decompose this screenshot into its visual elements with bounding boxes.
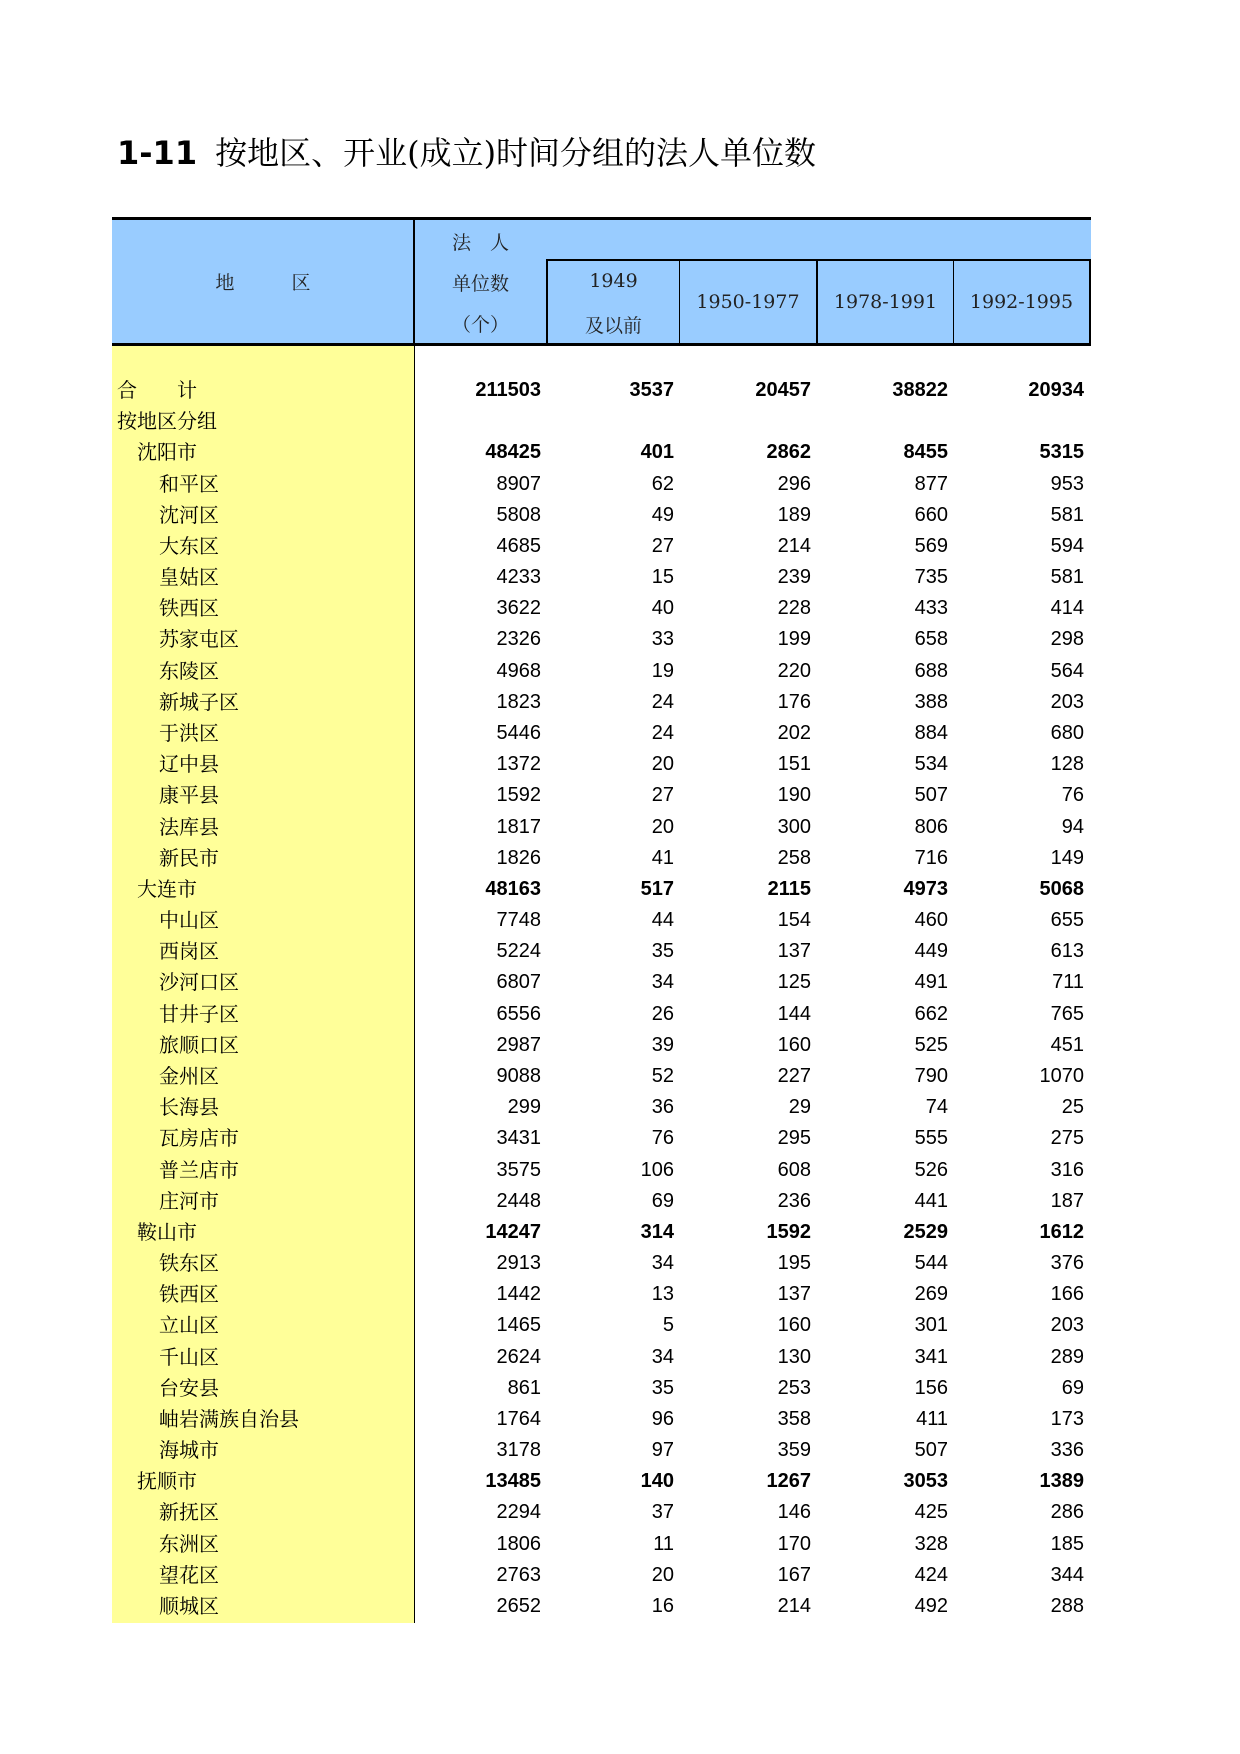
region-name: 台安县 bbox=[159, 1375, 219, 1400]
value-cell: 156 bbox=[914, 1376, 948, 1399]
table-row bbox=[112, 812, 1091, 843]
value-cell: 20934 bbox=[1028, 379, 1084, 401]
value-cell: 608 bbox=[777, 1158, 811, 1181]
region-name: 皇姑区 bbox=[159, 565, 219, 590]
value-cell: 1817 bbox=[496, 815, 541, 838]
value-cell: 35 bbox=[651, 940, 674, 963]
value-cell: 441 bbox=[914, 1189, 948, 1212]
value-cell: 2624 bbox=[496, 1345, 541, 1368]
region-name: 法库县 bbox=[159, 814, 219, 839]
value-cell: 790 bbox=[914, 1064, 948, 1087]
value-cell: 44 bbox=[651, 909, 674, 932]
value-cell: 1823 bbox=[496, 690, 541, 713]
value-cell: 39 bbox=[651, 1033, 674, 1056]
value-cell: 300 bbox=[777, 815, 811, 838]
value-cell: 534 bbox=[914, 753, 948, 776]
value-cell: 3053 bbox=[903, 1470, 948, 1493]
region-name: 海城市 bbox=[159, 1438, 219, 1463]
table-row bbox=[112, 874, 1091, 905]
value-cell: 5224 bbox=[496, 940, 541, 963]
value-cell: 3622 bbox=[496, 597, 541, 620]
table-row bbox=[112, 1155, 1091, 1186]
value-cell: 451 bbox=[1050, 1033, 1084, 1056]
region-name: 西岗区 bbox=[159, 939, 219, 964]
table-row bbox=[112, 656, 1091, 687]
value-cell: 236 bbox=[777, 1189, 811, 1212]
table-row bbox=[112, 375, 1091, 406]
value-cell: 1442 bbox=[496, 1283, 541, 1306]
value-cell: 1372 bbox=[496, 753, 541, 776]
header-top-border bbox=[112, 217, 1091, 220]
region-name: 顺城区 bbox=[159, 1594, 219, 1619]
value-cell: 26 bbox=[651, 1002, 674, 1025]
value-cell: 76 bbox=[651, 1127, 674, 1150]
value-cell: 884 bbox=[914, 721, 948, 744]
value-cell: 269 bbox=[914, 1283, 948, 1306]
table-row bbox=[112, 687, 1091, 718]
value-cell: 1764 bbox=[496, 1407, 541, 1430]
region-name: 于洪区 bbox=[159, 720, 219, 745]
value-cell: 8455 bbox=[903, 441, 948, 464]
value-cell: 154 bbox=[777, 909, 811, 932]
region-name: 辽中县 bbox=[159, 752, 219, 777]
region-name: 立山区 bbox=[159, 1313, 219, 1338]
value-cell: 716 bbox=[914, 846, 948, 869]
value-cell: 359 bbox=[777, 1439, 811, 1462]
divider bbox=[1089, 259, 1091, 344]
region-name: 铁西区 bbox=[159, 596, 219, 621]
header-col-1992-1995: 1992-1995 bbox=[969, 291, 1074, 313]
value-cell: 4685 bbox=[496, 534, 541, 557]
region-name: 沈河区 bbox=[159, 502, 219, 527]
value-cell: 1592 bbox=[496, 784, 541, 807]
table-row bbox=[112, 562, 1091, 593]
value-cell: 2913 bbox=[496, 1252, 541, 1275]
value-cell: 27 bbox=[651, 534, 674, 557]
value-cell: 15 bbox=[651, 566, 674, 589]
header-unit-line1: 法 人 bbox=[451, 232, 509, 254]
table-row bbox=[112, 1186, 1091, 1217]
value-cell: 125 bbox=[777, 971, 811, 994]
table-title-text: 按地区、开业(成立)时间分组的法人单位数 bbox=[215, 134, 817, 172]
value-cell: 76 bbox=[1061, 784, 1084, 807]
value-cell: 316 bbox=[1050, 1158, 1084, 1181]
value-cell: 227 bbox=[777, 1064, 811, 1087]
value-cell: 69 bbox=[1061, 1376, 1084, 1399]
value-cell: 288 bbox=[1050, 1595, 1084, 1618]
value-cell: 2987 bbox=[496, 1033, 541, 1056]
value-cell: 137 bbox=[777, 940, 811, 963]
value-cell: 25 bbox=[1061, 1096, 1084, 1119]
value-cell: 199 bbox=[777, 628, 811, 651]
value-cell: 492 bbox=[914, 1595, 948, 1618]
value-cell: 1826 bbox=[496, 846, 541, 869]
value-cell: 877 bbox=[914, 472, 948, 495]
value-cell: 13 bbox=[651, 1283, 674, 1306]
value-cell: 33 bbox=[651, 628, 674, 651]
value-cell: 1070 bbox=[1039, 1064, 1084, 1087]
value-cell: 220 bbox=[777, 659, 811, 682]
value-cell: 517 bbox=[640, 877, 674, 900]
value-cell: 1806 bbox=[496, 1532, 541, 1555]
value-cell: 29 bbox=[788, 1096, 811, 1119]
table-row bbox=[112, 1435, 1091, 1466]
value-cell: 27 bbox=[651, 784, 674, 807]
table-row bbox=[112, 1279, 1091, 1310]
value-cell: 425 bbox=[914, 1501, 948, 1524]
value-cell: 655 bbox=[1050, 909, 1084, 932]
table-row bbox=[112, 1217, 1091, 1248]
value-cell: 173 bbox=[1050, 1407, 1084, 1430]
value-cell: 7748 bbox=[496, 909, 541, 932]
header-col-1949: 1949 bbox=[589, 270, 638, 292]
table-row bbox=[112, 780, 1091, 811]
region-name: 新民市 bbox=[159, 845, 219, 870]
header-region: 地 区 bbox=[215, 272, 311, 294]
value-cell: 187 bbox=[1050, 1189, 1084, 1212]
table-row bbox=[112, 1591, 1091, 1622]
value-cell: 160 bbox=[777, 1314, 811, 1337]
value-cell: 1612 bbox=[1039, 1220, 1084, 1243]
header-col-1950-1977: 1950-1977 bbox=[696, 291, 800, 313]
value-cell: 253 bbox=[777, 1376, 811, 1399]
value-cell: 19 bbox=[651, 659, 674, 682]
value-cell: 1389 bbox=[1039, 1470, 1084, 1493]
value-cell: 2763 bbox=[496, 1563, 541, 1586]
region-name: 抚顺市 bbox=[137, 1469, 197, 1494]
value-cell: 1465 bbox=[496, 1314, 541, 1337]
value-cell: 680 bbox=[1050, 721, 1084, 744]
value-cell: 167 bbox=[777, 1563, 811, 1586]
divider bbox=[546, 259, 1091, 261]
value-cell: 296 bbox=[777, 472, 811, 495]
region-name: 中山区 bbox=[159, 908, 219, 933]
table-row bbox=[112, 1373, 1091, 1404]
header-unit-line3: （个） bbox=[451, 314, 509, 336]
table-row bbox=[112, 437, 1091, 468]
table-row bbox=[112, 1248, 1091, 1279]
value-cell: 203 bbox=[1050, 690, 1084, 713]
value-cell: 2326 bbox=[496, 628, 541, 651]
value-cell: 555 bbox=[914, 1127, 948, 1150]
region-name: 瓦房店市 bbox=[159, 1126, 239, 1151]
table-row bbox=[112, 1123, 1091, 1154]
value-cell: 460 bbox=[914, 909, 948, 932]
value-cell: 8907 bbox=[496, 472, 541, 495]
table-row bbox=[112, 936, 1091, 967]
value-cell: 1592 bbox=[766, 1220, 811, 1243]
table-row bbox=[112, 749, 1091, 780]
value-cell: 128 bbox=[1050, 753, 1084, 776]
table-row bbox=[112, 1061, 1091, 1092]
value-cell: 2115 bbox=[767, 877, 811, 900]
region-name: 苏家屯区 bbox=[159, 627, 239, 652]
table-row bbox=[112, 1092, 1091, 1123]
value-cell: 144 bbox=[777, 1002, 811, 1025]
value-cell: 34 bbox=[651, 1345, 674, 1368]
table-row bbox=[112, 500, 1091, 531]
value-cell: 20 bbox=[651, 753, 674, 776]
value-cell: 613 bbox=[1050, 940, 1084, 963]
region-name: 东陵区 bbox=[159, 658, 219, 683]
region-name: 和平区 bbox=[159, 471, 219, 496]
value-cell: 564 bbox=[1050, 659, 1084, 682]
value-cell: 14247 bbox=[485, 1220, 541, 1243]
table-row bbox=[112, 718, 1091, 749]
value-cell: 97 bbox=[651, 1439, 674, 1462]
value-cell: 298 bbox=[1050, 628, 1084, 651]
value-cell: 414 bbox=[1050, 597, 1084, 620]
value-cell: 4968 bbox=[496, 659, 541, 682]
value-cell: 239 bbox=[777, 566, 811, 589]
table-row bbox=[112, 1310, 1091, 1341]
region-name: 东洲区 bbox=[159, 1531, 219, 1556]
value-cell: 544 bbox=[914, 1252, 948, 1275]
table-row bbox=[112, 1560, 1091, 1591]
header-col-1978-1991: 1978-1991 bbox=[833, 291, 938, 313]
value-cell: 1267 bbox=[766, 1470, 811, 1493]
region-name: 望花区 bbox=[159, 1562, 219, 1587]
value-cell: 3178 bbox=[496, 1439, 541, 1462]
value-cell: 48163 bbox=[485, 877, 541, 900]
region-name: 长海县 bbox=[159, 1095, 219, 1120]
value-cell: 49 bbox=[651, 503, 674, 526]
table-row bbox=[112, 1529, 1091, 1560]
value-cell: 2652 bbox=[496, 1595, 541, 1618]
value-cell: 433 bbox=[914, 597, 948, 620]
value-cell: 20 bbox=[651, 1563, 674, 1586]
value-cell: 806 bbox=[914, 815, 948, 838]
value-cell: 711 bbox=[1052, 971, 1084, 994]
value-cell: 3431 bbox=[496, 1127, 541, 1150]
value-cell: 228 bbox=[777, 597, 811, 620]
value-cell: 3575 bbox=[496, 1158, 541, 1181]
value-cell: 4973 bbox=[903, 877, 948, 900]
value-cell: 195 bbox=[777, 1252, 811, 1275]
value-cell: 74 bbox=[925, 1096, 948, 1119]
value-cell: 289 bbox=[1050, 1345, 1084, 1368]
header-unit-line2: 单位数 bbox=[451, 273, 509, 295]
value-cell: 214 bbox=[777, 534, 811, 557]
region-name: 新抚区 bbox=[159, 1500, 219, 1525]
value-cell: 581 bbox=[1050, 503, 1084, 526]
value-cell: 5808 bbox=[496, 503, 541, 526]
region-name: 铁西区 bbox=[159, 1282, 219, 1307]
region-name: 岫岩满族自治县 bbox=[159, 1406, 299, 1431]
table-row bbox=[112, 593, 1091, 624]
value-cell: 688 bbox=[914, 659, 948, 682]
value-cell: 295 bbox=[777, 1127, 811, 1150]
value-cell: 275 bbox=[1050, 1127, 1084, 1150]
region-name: 普兰店市 bbox=[159, 1157, 239, 1182]
value-cell: 40 bbox=[651, 597, 674, 620]
value-cell: 424 bbox=[914, 1563, 948, 1586]
value-cell: 525 bbox=[914, 1033, 948, 1056]
value-cell: 94 bbox=[1061, 815, 1084, 838]
table-row bbox=[112, 469, 1091, 500]
region-name: 千山区 bbox=[159, 1344, 219, 1369]
table-row bbox=[112, 843, 1091, 874]
value-cell: 214 bbox=[777, 1595, 811, 1618]
value-cell: 41 bbox=[651, 846, 674, 869]
value-cell: 48425 bbox=[485, 441, 541, 464]
region-name: 按地区分组 bbox=[117, 409, 217, 434]
value-cell: 9088 bbox=[496, 1064, 541, 1087]
value-cell: 166 bbox=[1050, 1283, 1084, 1306]
table-row bbox=[112, 1466, 1091, 1497]
value-cell: 11 bbox=[653, 1532, 674, 1555]
value-cell: 5 bbox=[662, 1314, 674, 1337]
region-name: 庄河市 bbox=[159, 1188, 219, 1213]
value-cell: 2448 bbox=[496, 1189, 541, 1212]
region-name: 铁东区 bbox=[159, 1251, 219, 1276]
region-name: 大东区 bbox=[159, 533, 219, 558]
value-cell: 185 bbox=[1050, 1532, 1084, 1555]
value-cell: 662 bbox=[914, 1002, 948, 1025]
value-cell: 449 bbox=[914, 940, 948, 963]
header-col-1949-sub: 及以前 bbox=[584, 315, 642, 337]
value-cell: 735 bbox=[914, 566, 948, 589]
value-cell: 765 bbox=[1050, 1002, 1084, 1025]
region-name: 鞍山市 bbox=[137, 1219, 197, 1244]
value-cell: 507 bbox=[914, 784, 948, 807]
value-cell: 130 bbox=[777, 1345, 811, 1368]
value-cell: 581 bbox=[1050, 566, 1084, 589]
value-cell: 314 bbox=[640, 1220, 674, 1243]
value-cell: 151 bbox=[777, 753, 811, 776]
value-cell: 341 bbox=[914, 1345, 948, 1368]
value-cell: 170 bbox=[777, 1532, 811, 1555]
table-number: 1-11 bbox=[117, 134, 198, 172]
region-name: 康平县 bbox=[159, 783, 219, 808]
value-cell: 20457 bbox=[755, 379, 811, 401]
value-cell: 344 bbox=[1050, 1563, 1084, 1586]
value-cell: 37 bbox=[651, 1501, 674, 1524]
value-cell: 189 bbox=[777, 503, 811, 526]
value-cell: 2529 bbox=[903, 1220, 948, 1243]
table-row bbox=[112, 967, 1091, 998]
table-row bbox=[112, 1342, 1091, 1373]
value-cell: 137 bbox=[777, 1283, 811, 1306]
value-cell: 146 bbox=[777, 1501, 811, 1524]
value-cell: 2294 bbox=[496, 1501, 541, 1524]
value-cell: 62 bbox=[651, 472, 674, 495]
region-name: 大连市 bbox=[137, 876, 197, 901]
table-row bbox=[112, 1404, 1091, 1435]
value-cell: 401 bbox=[640, 441, 674, 464]
value-cell: 569 bbox=[914, 534, 948, 557]
region-name: 沙河口区 bbox=[159, 970, 239, 995]
table-row bbox=[112, 624, 1091, 655]
value-cell: 358 bbox=[777, 1407, 811, 1430]
value-cell: 203 bbox=[1050, 1314, 1084, 1337]
value-cell: 507 bbox=[914, 1439, 948, 1462]
value-cell: 211503 bbox=[475, 379, 541, 401]
value-cell: 660 bbox=[914, 503, 948, 526]
value-cell: 6556 bbox=[496, 1002, 541, 1025]
value-cell: 24 bbox=[651, 721, 674, 744]
value-cell: 160 bbox=[777, 1033, 811, 1056]
value-cell: 24 bbox=[651, 690, 674, 713]
value-cell: 658 bbox=[914, 628, 948, 651]
value-cell: 301 bbox=[914, 1314, 948, 1337]
value-cell: 20 bbox=[651, 815, 674, 838]
value-cell: 52 bbox=[651, 1064, 674, 1087]
value-cell: 286 bbox=[1050, 1501, 1084, 1524]
value-cell: 6807 bbox=[496, 971, 541, 994]
value-cell: 388 bbox=[914, 690, 948, 713]
value-cell: 5068 bbox=[1039, 877, 1084, 900]
value-cell: 4233 bbox=[496, 566, 541, 589]
table-row bbox=[112, 1497, 1091, 1528]
value-cell: 5446 bbox=[496, 721, 541, 744]
value-cell: 3537 bbox=[629, 379, 674, 401]
value-cell: 594 bbox=[1050, 534, 1084, 557]
table-row bbox=[112, 905, 1091, 936]
region-name: 旅顺口区 bbox=[159, 1032, 239, 1057]
value-cell: 176 bbox=[777, 690, 811, 713]
value-cell: 34 bbox=[651, 971, 674, 994]
value-cell: 35 bbox=[651, 1376, 674, 1399]
value-cell: 861 bbox=[507, 1376, 541, 1399]
region-name: 沈阳市 bbox=[137, 440, 197, 465]
value-cell: 16 bbox=[651, 1595, 674, 1618]
table-row bbox=[112, 406, 1091, 437]
region-name: 合 计 bbox=[117, 378, 197, 402]
value-cell: 34 bbox=[651, 1252, 674, 1275]
value-cell: 36 bbox=[651, 1096, 674, 1119]
value-cell: 411 bbox=[916, 1407, 948, 1430]
value-cell: 953 bbox=[1050, 472, 1084, 495]
value-cell: 336 bbox=[1050, 1439, 1084, 1462]
value-cell: 328 bbox=[914, 1532, 948, 1555]
value-cell: 526 bbox=[914, 1158, 948, 1181]
value-cell: 106 bbox=[640, 1158, 674, 1181]
value-cell: 190 bbox=[777, 784, 811, 807]
value-cell: 140 bbox=[640, 1470, 674, 1493]
value-cell: 2862 bbox=[766, 441, 811, 464]
value-cell: 69 bbox=[651, 1189, 674, 1212]
table-row bbox=[112, 999, 1091, 1030]
value-cell: 202 bbox=[777, 721, 811, 744]
table-row bbox=[112, 531, 1091, 562]
table-title bbox=[117, 128, 816, 174]
value-cell: 5315 bbox=[1039, 441, 1084, 464]
region-name: 金州区 bbox=[159, 1063, 219, 1088]
table-row bbox=[112, 1030, 1091, 1061]
value-cell: 491 bbox=[914, 971, 948, 994]
value-cell: 149 bbox=[1050, 846, 1084, 869]
value-cell: 258 bbox=[777, 846, 811, 869]
value-cell: 13485 bbox=[485, 1470, 541, 1493]
region-name: 新城子区 bbox=[159, 689, 239, 714]
value-cell: 299 bbox=[507, 1096, 541, 1119]
value-cell: 96 bbox=[651, 1407, 674, 1430]
value-cell: 376 bbox=[1050, 1252, 1084, 1275]
region-name: 甘井子区 bbox=[159, 1001, 239, 1026]
value-cell: 38822 bbox=[892, 379, 948, 401]
